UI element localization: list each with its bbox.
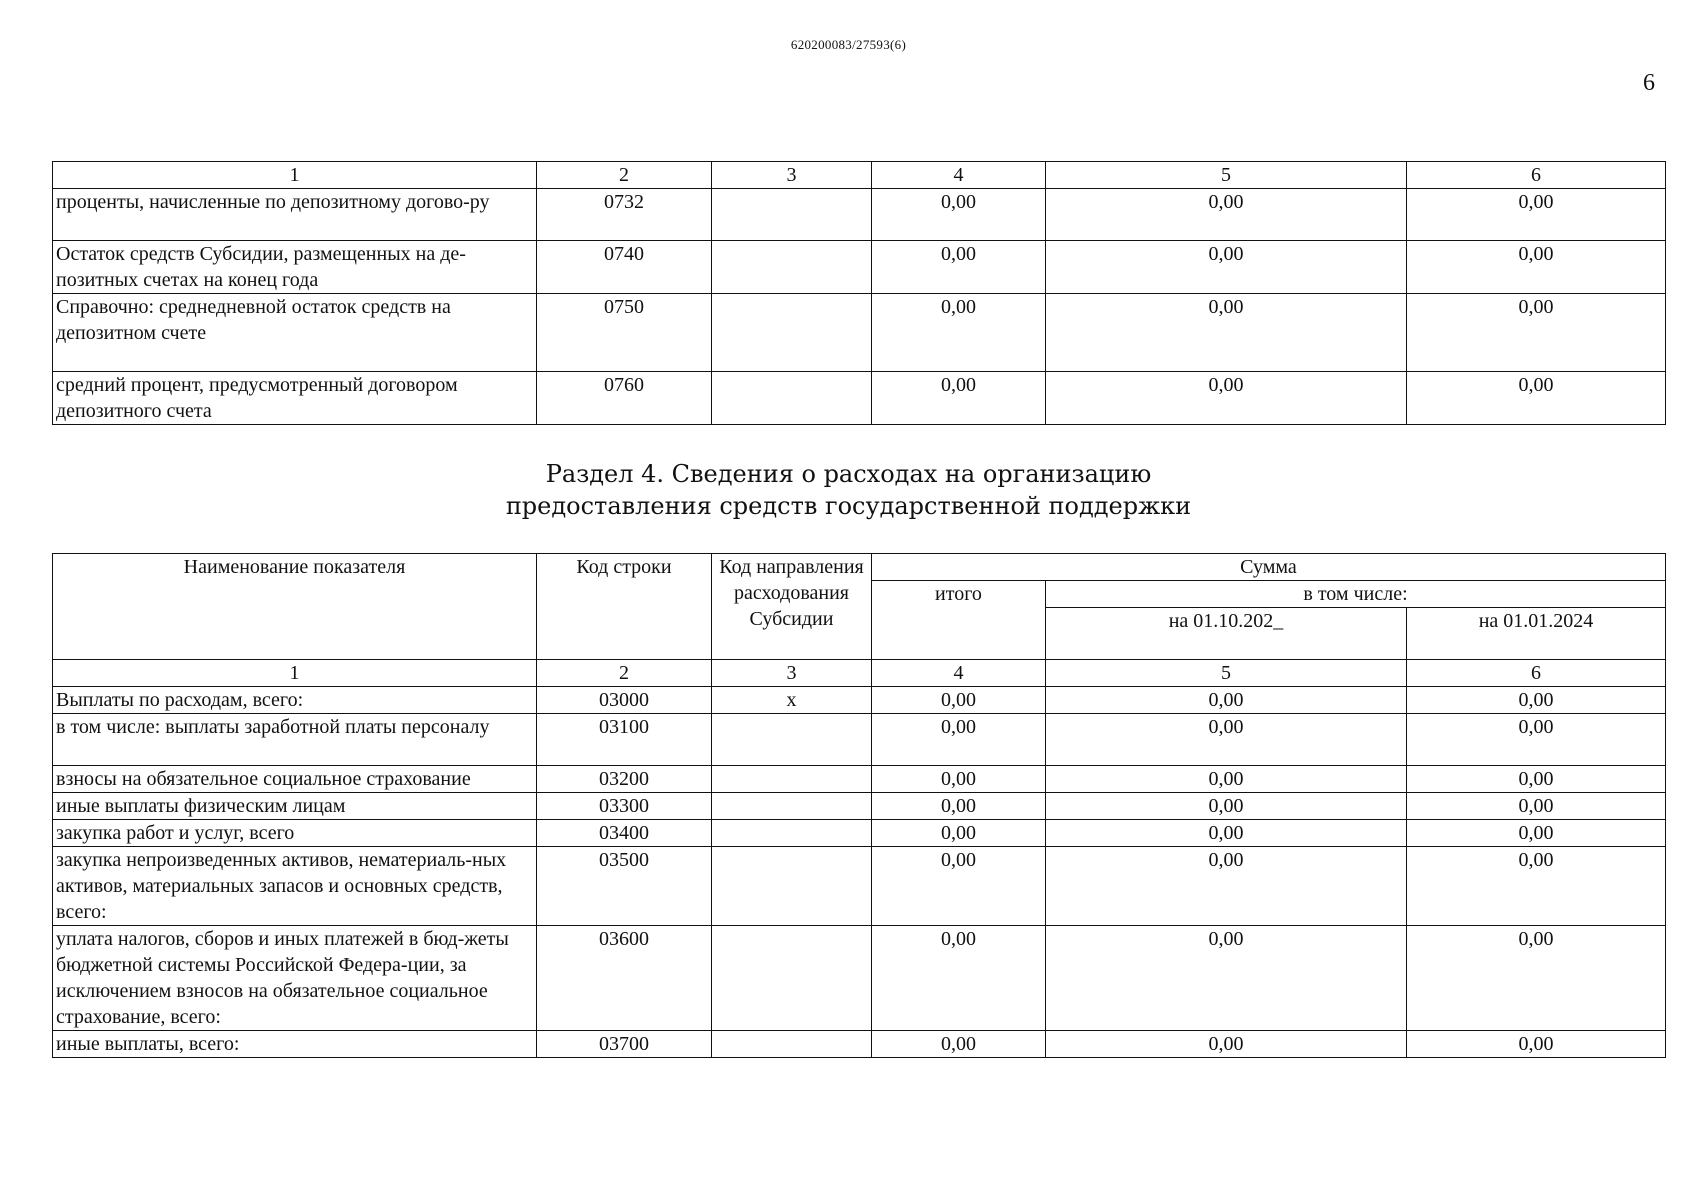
table-row [53, 793, 1666, 820]
col-num-5: 5 [1046, 162, 1407, 189]
col-num-2: 2 [537, 660, 712, 687]
row-name: иные выплаты, всего: [53, 1031, 537, 1058]
table-row [53, 189, 1666, 241]
row-col6: 0,00 [1407, 1031, 1666, 1058]
row-code: 03200 [537, 766, 712, 793]
header-code: Код строки [537, 554, 712, 660]
table-row [53, 241, 1666, 294]
row-code: 03500 [537, 847, 712, 926]
row-direction [712, 189, 872, 241]
row-col6: 0,00 [1407, 926, 1666, 1031]
row-code: 03300 [537, 793, 712, 820]
row-total: 0,00 [872, 189, 1046, 241]
row-col5: 0,00 [1046, 1031, 1407, 1058]
row-direction: x [712, 687, 872, 714]
header-sum: Сумма [872, 554, 1666, 581]
row-direction [712, 372, 872, 425]
column-number-row [53, 162, 1666, 189]
row-col6: 0,00 [1407, 372, 1666, 425]
row-code: 03600 [537, 926, 712, 1031]
row-col5: 0,00 [1046, 687, 1407, 714]
section-4-title [0, 458, 1697, 522]
header-row [53, 554, 1666, 581]
col-num-5: 5 [1046, 660, 1407, 687]
row-col5: 0,00 [1046, 820, 1407, 847]
row-code: 0732 [537, 189, 712, 241]
row-col6: 0,00 [1407, 294, 1666, 372]
row-col5: 0,00 [1046, 847, 1407, 926]
table-row [53, 926, 1666, 1031]
row-direction [712, 1031, 872, 1058]
col-num-3: 3 [712, 660, 872, 687]
row-total: 0,00 [872, 926, 1046, 1031]
row-col5: 0,00 [1046, 294, 1407, 372]
row-name: взносы на обязательное социальное страхование [53, 766, 537, 793]
row-col6: 0,00 [1407, 189, 1666, 241]
row-col5: 0,00 [1046, 189, 1407, 241]
row-col5: 0,00 [1046, 714, 1407, 766]
row-direction [712, 820, 872, 847]
row-name: средний процент, предусмотренный договором депозитного счета [53, 372, 537, 425]
row-total: 0,00 [872, 820, 1046, 847]
row-total: 0,00 [872, 687, 1046, 714]
row-direction [712, 714, 872, 766]
row-col5: 0,00 [1046, 372, 1407, 425]
row-code: 03400 [537, 820, 712, 847]
table-row [53, 820, 1666, 847]
row-col6: 0,00 [1407, 766, 1666, 793]
row-direction [712, 793, 872, 820]
row-code: 03100 [537, 714, 712, 766]
row-name: Справочно: среднедневной остаток средств на депозитном счете [53, 294, 537, 372]
section-title-line-2: предоставления средств государственной поддержки [505, 492, 1192, 520]
row-col6: 0,00 [1407, 847, 1666, 926]
row-code: 0750 [537, 294, 712, 372]
table-row [53, 714, 1666, 766]
table-row [53, 847, 1666, 926]
row-col6: 0,00 [1407, 714, 1666, 766]
expenses-table [52, 553, 1666, 1058]
column-number-row [53, 660, 1666, 687]
row-col5: 0,00 [1046, 793, 1407, 820]
col-num-1: 1 [53, 162, 537, 189]
row-col5: 0,00 [1046, 926, 1407, 1031]
row-total: 0,00 [872, 766, 1046, 793]
col-num-4: 4 [872, 660, 1046, 687]
header-direction: Код направления расходования Субсидии [712, 554, 872, 660]
row-col6: 0,00 [1407, 687, 1666, 714]
row-direction [712, 926, 872, 1031]
row-name: Остаток средств Субсидии, размещенных на де-позитных счетах на конец года [53, 241, 537, 294]
row-name: в том числе: выплаты заработной платы персоналу [53, 714, 537, 766]
row-col5: 0,00 [1046, 766, 1407, 793]
deposit-table [52, 161, 1666, 425]
row-code: 0740 [537, 241, 712, 294]
header-total: итого [872, 581, 1046, 660]
row-total: 0,00 [872, 294, 1046, 372]
col-num-6: 6 [1407, 660, 1666, 687]
row-name: уплата налогов, сборов и иных платежей в бюд-жеты бюджетной системы Российской Федера-ции, за исключением взносов на обязательное социальное страхование, всего: [53, 926, 537, 1031]
row-col6: 0,00 [1407, 241, 1666, 294]
section-title-line-1: Раздел 4. Сведения о расходах на организацию [545, 460, 1152, 488]
table-row [53, 1031, 1666, 1058]
row-direction [712, 294, 872, 372]
row-total: 0,00 [872, 372, 1046, 425]
col-num-3: 3 [712, 162, 872, 189]
table-row [53, 294, 1666, 372]
col-num-6: 6 [1407, 162, 1666, 189]
col-num-1: 1 [53, 660, 537, 687]
header-date-2: на 01.01.2024 [1407, 608, 1666, 660]
row-name: иные выплаты физическим лицам [53, 793, 537, 820]
header-name: Наименование показателя [53, 554, 537, 660]
row-direction [712, 766, 872, 793]
document-id: 620200083/27593(6) [790, 37, 907, 52]
row-total: 0,00 [872, 241, 1046, 294]
row-name: закупка непроизведенных активов, нематериаль-ных активов, материальных запасов и основных средств, всего: [53, 847, 537, 926]
col-num-4: 4 [872, 162, 1046, 189]
col-num-2: 2 [537, 162, 712, 189]
table-row [53, 687, 1666, 714]
row-name: Выплаты по расходам, всего: [53, 687, 537, 714]
row-total: 0,00 [872, 847, 1046, 926]
row-direction [712, 241, 872, 294]
row-col6: 0,00 [1407, 793, 1666, 820]
row-name: проценты, начисленные по депозитному догово-ру [53, 189, 537, 241]
row-total: 0,00 [872, 1031, 1046, 1058]
row-col6: 0,00 [1407, 820, 1666, 847]
row-col5: 0,00 [1046, 241, 1407, 294]
table-row [53, 766, 1666, 793]
header-including: в том числе: [1046, 581, 1666, 608]
row-code: 03700 [537, 1031, 712, 1058]
page-number: 6 [1643, 70, 1655, 96]
header-date-1: на 01.10.202_ [1046, 608, 1407, 660]
row-code: 03000 [537, 687, 712, 714]
row-name: закупка работ и услуг, всего [53, 820, 537, 847]
row-total: 0,00 [872, 793, 1046, 820]
table-row [53, 372, 1666, 425]
row-code: 0760 [537, 372, 712, 425]
row-total: 0,00 [872, 714, 1046, 766]
row-direction [712, 847, 872, 926]
